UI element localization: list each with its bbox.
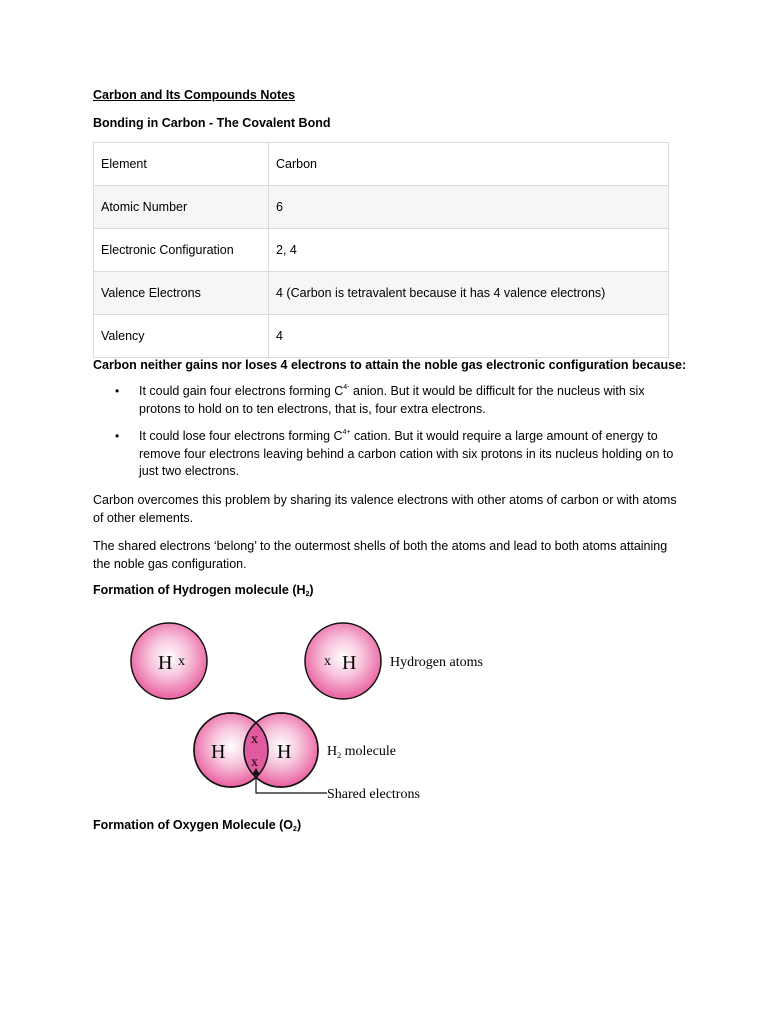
atom-symbol: H (277, 741, 292, 763)
o2-heading-text: Formation of Oxygen Molecule (O (93, 818, 294, 832)
charge-superscript: 4- (343, 384, 350, 391)
paragraph-sharing: Carbon overcomes this problem by sharing its valence electrons with other atoms of carbon or with atoms of other elements. (93, 493, 677, 525)
paragraph-shared-electrons: The shared electrons ‘belong’ to the outermost shells of both the atoms and lead to both atoms attaining the noble gas configuration. (93, 539, 668, 571)
bullet-gain-text (139, 384, 645, 416)
h2-formation-heading (93, 583, 314, 597)
bullet-gain-post: anion. But it would be difficult for the nucleus with six protons to hold on to ten electrons, that is, four extra electrons. (139, 384, 645, 416)
label-shared-electrons: Shared electrons (327, 787, 420, 802)
shared-electron-mark: x (251, 732, 258, 747)
table-cell-value: Carbon (269, 143, 669, 186)
label-h2-symbol: H (327, 744, 338, 759)
table-cell-value: 4 (Carbon is tetravalent because it has 4 valence electrons) (269, 272, 669, 315)
atom-symbol: H (342, 652, 357, 674)
page-title: Carbon and Its Compounds Notes (93, 88, 296, 102)
table-row (94, 186, 669, 229)
o2-heading-close: ) (296, 818, 302, 832)
table-row (94, 315, 669, 358)
table-cell-value: 2, 4 (269, 229, 669, 272)
shared-electron-mark: x (251, 755, 258, 770)
list-item (93, 428, 683, 481)
h2-heading-subscript: 2 (305, 591, 310, 598)
o2-heading-subscript: 2 (293, 826, 297, 833)
label-h2-molecule (327, 744, 396, 760)
o2-formation-heading (93, 818, 301, 832)
table-cell-label: Valence Electrons (94, 272, 269, 315)
table-cell-label: Atomic Number (94, 186, 269, 229)
table-row (94, 143, 669, 186)
atom-symbol: H (211, 741, 226, 763)
carbon-properties-table (93, 142, 669, 358)
h2-heading-close: ) (309, 583, 314, 597)
table-cell-label: Electronic Configuration (94, 229, 269, 272)
table-row (94, 272, 669, 315)
label-h2-text: molecule (341, 744, 396, 759)
bullet-lose-pre: It could lose four electrons forming C (139, 429, 343, 443)
electron-mark: x (324, 654, 331, 669)
section-heading: Bonding in Carbon - The Covalent Bond (93, 116, 331, 130)
reason-list (93, 383, 683, 491)
list-item (93, 383, 683, 418)
bullet-gain-pre: It could gain four electrons forming C (139, 384, 344, 398)
bullet-lose-post: cation. But it would require a large amount of energy to remove four electrons leaving behind a carbon cation with six protons in its nucleus holding on to just two electrons. (139, 429, 674, 478)
table-cell-label: Element (94, 143, 269, 186)
reason-heading: Carbon neither gains nor loses 4 electrons to attain the noble gas electronic configuration because: (93, 358, 687, 372)
label-h2-subscript: 2 (337, 751, 342, 760)
table-cell-value: 4 (269, 315, 669, 358)
label-hydrogen-atoms: Hydrogen atoms (390, 655, 483, 670)
bullet-lose-text (139, 429, 673, 478)
bullet-icon: • (115, 384, 120, 398)
charge-superscript: 4+ (342, 429, 351, 436)
table-cell-label: Valency (94, 315, 269, 358)
table-cell-value: 6 (269, 186, 669, 229)
atom-symbol: H (158, 652, 173, 674)
electron-mark: x (178, 654, 185, 669)
bullet-icon: • (115, 429, 120, 443)
table-row (94, 229, 669, 272)
h2-heading-text: Formation of Hydrogen molecule (H (93, 583, 306, 597)
hydrogen-molecule-diagram (120, 615, 540, 815)
